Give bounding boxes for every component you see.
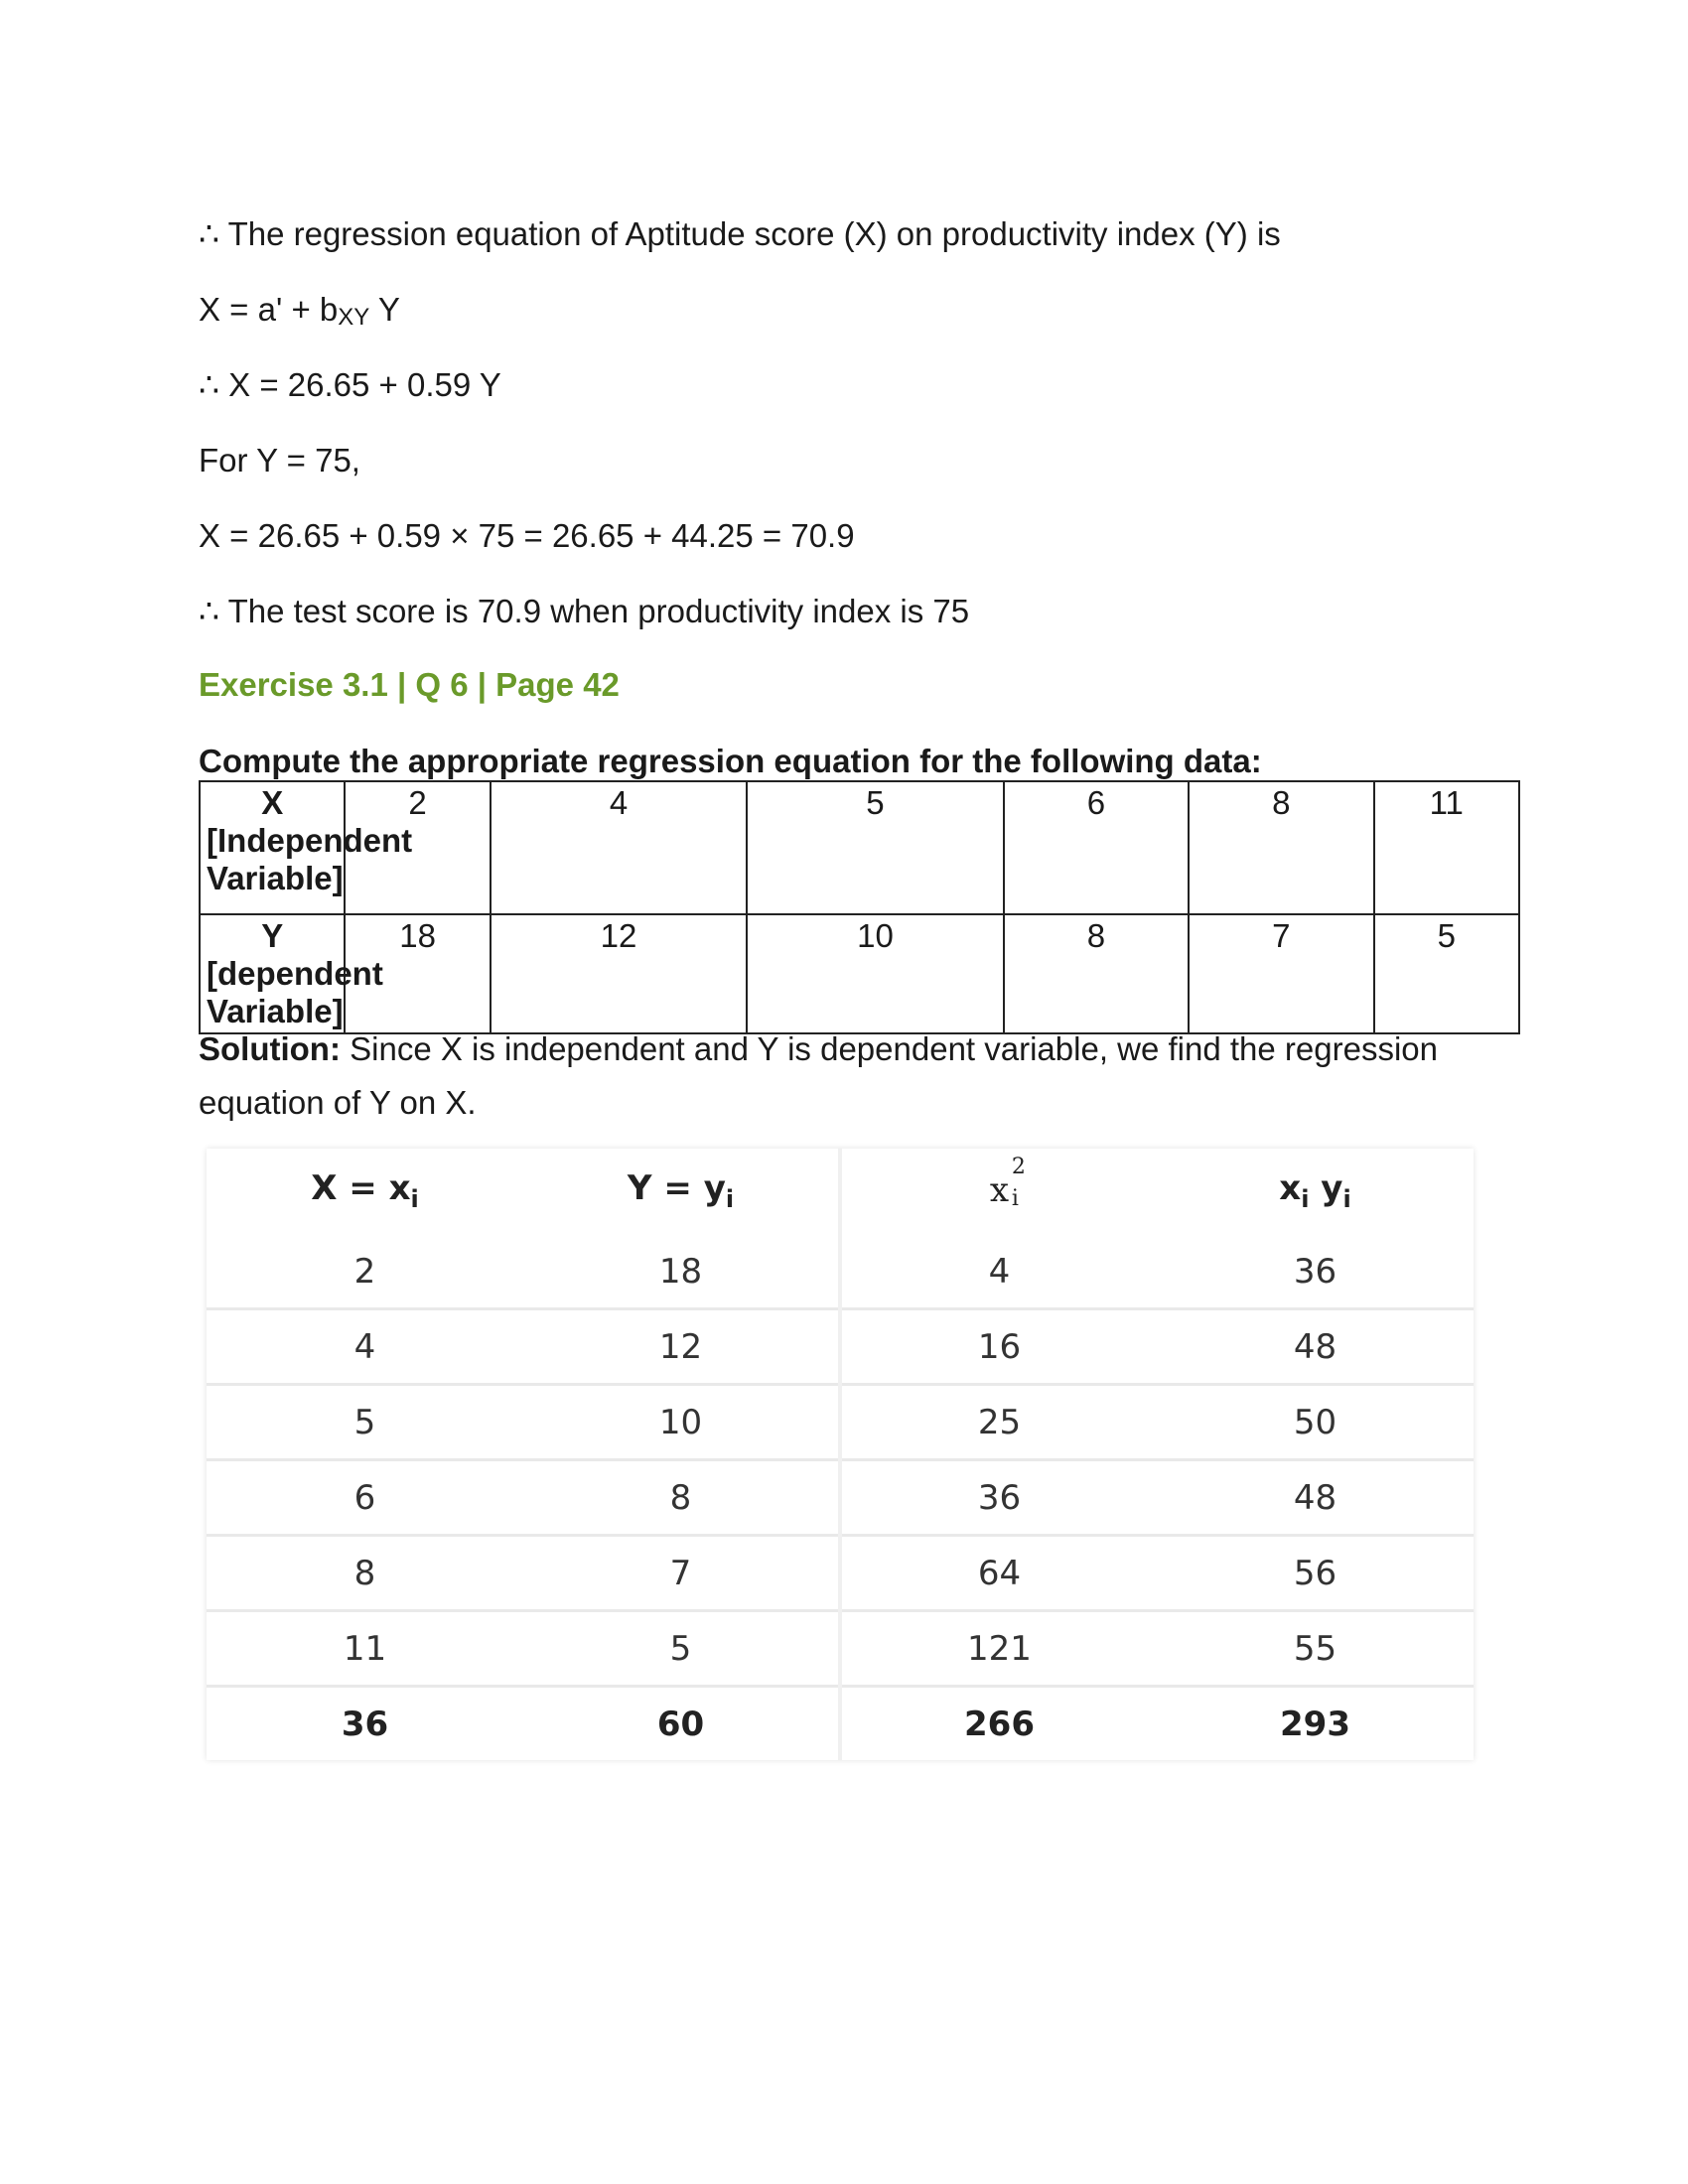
given-condition: For Y = 75, bbox=[199, 442, 360, 478]
table-cell: 7 bbox=[523, 1536, 840, 1611]
table-cell: 36 bbox=[1157, 1234, 1474, 1309]
solution-text: Since X is independent and Y is dependent variable, we find the regression equation of Y on X. bbox=[199, 1030, 1439, 1121]
solution-label: Solution: bbox=[199, 1030, 341, 1067]
row-header-y: Y [dependent Variable] bbox=[200, 914, 345, 1033]
column-header-y: $Y = y_i$ bbox=[523, 1149, 840, 1234]
equation-part: X = a' + b bbox=[199, 291, 339, 328]
total-cell: 60 bbox=[656, 1704, 705, 1744]
total-cell: 36 bbox=[341, 1704, 389, 1744]
solution-table bbox=[207, 1149, 1474, 1760]
table-cell: 11 bbox=[207, 1611, 523, 1687]
conclusion-line: ∴ The test score is 70.9 when productivity index is 75 bbox=[199, 593, 970, 629]
table-cell: 12 bbox=[491, 914, 747, 1033]
table-cell: 55 bbox=[1157, 1611, 1474, 1687]
question-title: Compute the appropriate regression equation for the following data: bbox=[199, 743, 1262, 779]
regression-equation-general bbox=[199, 290, 400, 338]
table-cell: 8 bbox=[1189, 781, 1373, 914]
table-cell: 5 bbox=[747, 781, 1003, 914]
table-cell: 4 bbox=[491, 781, 747, 914]
table-cell: 4 bbox=[207, 1309, 523, 1385]
exercise-heading[interactable]: Exercise 3.1 | Q 6 | Page 42 bbox=[199, 666, 620, 703]
table-cell: 121 bbox=[840, 1611, 1157, 1687]
table-cell: 18 bbox=[523, 1234, 840, 1309]
question-data-table bbox=[199, 780, 1520, 1034]
table-cell: 8 bbox=[207, 1536, 523, 1611]
table-cell: 8 bbox=[1004, 914, 1189, 1033]
table-row bbox=[207, 1234, 1474, 1309]
table-header-row bbox=[207, 1149, 1474, 1234]
table-cell: 2 bbox=[345, 781, 490, 914]
table-cell: 48 bbox=[1157, 1460, 1474, 1536]
equation-part: Y bbox=[369, 291, 400, 328]
table-cell: 50 bbox=[1157, 1385, 1474, 1460]
column-header-x-squared: x 2 i bbox=[840, 1149, 1157, 1234]
table-cell: 8 bbox=[523, 1460, 840, 1536]
table-cell: 10 bbox=[523, 1385, 840, 1460]
table-row bbox=[200, 781, 1519, 914]
table-cell: 10 bbox=[747, 914, 1003, 1033]
column-header-x: $X = x_i$ bbox=[207, 1149, 523, 1234]
table-cell: 2 bbox=[207, 1234, 523, 1309]
table-row bbox=[207, 1385, 1474, 1460]
table-cell: 25 bbox=[840, 1385, 1157, 1460]
table-row bbox=[207, 1611, 1474, 1687]
table-cell: 18 bbox=[345, 914, 490, 1033]
table-cell: 7 bbox=[1189, 914, 1373, 1033]
table-row bbox=[207, 1309, 1474, 1385]
total-cell: 293 bbox=[1280, 1704, 1350, 1744]
table-cell: 56 bbox=[1157, 1536, 1474, 1611]
table-cell: 16 bbox=[840, 1309, 1157, 1385]
table-cell: 4 bbox=[840, 1234, 1157, 1309]
solution-table-image bbox=[207, 1149, 1474, 1760]
solution-paragraph bbox=[199, 1023, 1519, 1130]
table-cell: 5 bbox=[1374, 914, 1519, 1033]
table-total-row bbox=[207, 1687, 1474, 1761]
table-cell: 6 bbox=[1004, 781, 1189, 914]
table-cell: 5 bbox=[523, 1611, 840, 1687]
table-cell: 36 bbox=[840, 1460, 1157, 1536]
equation-subscript: XY bbox=[338, 304, 370, 331]
table-cell: 48 bbox=[1157, 1309, 1474, 1385]
table-cell: 64 bbox=[840, 1536, 1157, 1611]
table-row bbox=[200, 914, 1519, 1033]
regression-statement: ∴ The regression equation of Aptitude score (X) on productivity index (Y) is bbox=[199, 215, 1281, 252]
table-cell: 5 bbox=[207, 1385, 523, 1460]
calculation-line: X = 26.65 + 0.59 × 75 = 26.65 + 44.25 = 70.9 bbox=[199, 517, 855, 554]
table-cell: 6 bbox=[207, 1460, 523, 1536]
column-header-xy: $x_i$ $y_i$ bbox=[1157, 1149, 1474, 1234]
table-row bbox=[207, 1460, 1474, 1536]
total-cell: 266 bbox=[840, 1687, 1157, 1761]
regression-equation-fitted: ∴ X = 26.65 + 0.59 Y bbox=[199, 366, 501, 403]
table-row bbox=[207, 1536, 1474, 1611]
table-cell: 12 bbox=[523, 1309, 840, 1385]
table-cell: 11 bbox=[1374, 781, 1519, 914]
row-header-x: X [Independent Variable] bbox=[200, 781, 345, 914]
